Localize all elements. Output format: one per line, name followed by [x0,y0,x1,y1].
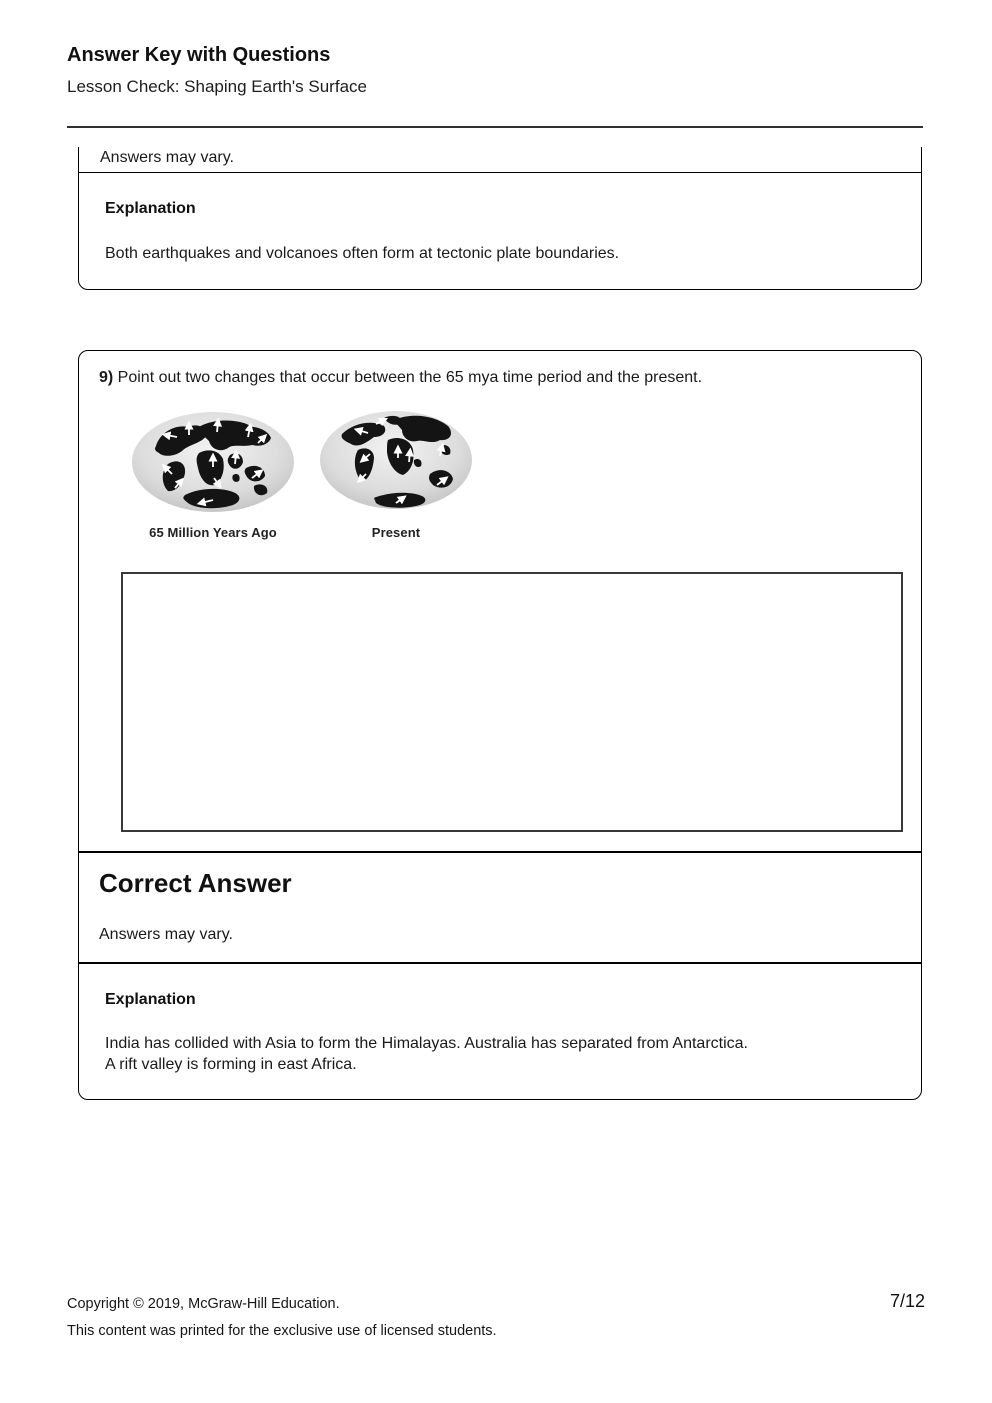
figure-65-million-years-ago [130,410,296,540]
globe-present-image [318,410,474,514]
header-divider [67,126,923,128]
correct-answer-text: Answers may vary. [99,926,233,943]
previous-explanation-box [78,172,922,290]
question-text: Point out two changes that occur between the 65 mya time period and the present. [113,369,703,386]
question-number: 9) [99,369,114,386]
page-number: 7/12 [889,1291,925,1311]
figure-caption-65mya: 65 Million Years Ago [149,525,277,540]
explanation-line: India has collided with Asia to form the Himalayas. Australia has separated from Antarctica. [105,1035,748,1052]
student-answer-area [121,572,903,832]
question-9-explanation-box [79,962,921,1097]
globe-65mya-image [130,410,296,514]
explanation-line: A rift valley is forming in east Africa. [105,1056,357,1073]
plate-motion-figures [130,410,901,540]
question-9-card [78,350,922,1100]
page-subtitle: Lesson Check: Shaping Earth's Surface [67,77,367,96]
previous-answer-text: Answers may vary. [78,147,922,172]
correct-answer-section [79,851,921,962]
previous-question-section [78,147,922,290]
explanation-text [105,1033,895,1075]
explanation-heading: Explanation [105,991,196,1008]
question-9-text [99,369,901,387]
correct-answer-heading: Correct Answer [99,868,292,898]
footer-copyright: Copyright © 2019, McGraw-Hill Education. [67,1296,340,1312]
figure-present [318,410,474,540]
page-title: Answer Key with Questions [67,44,331,66]
footer-usage-note: This content was printed for the exclusive use of licensed students. [67,1323,497,1339]
question-9-body [79,351,921,851]
explanation-heading: Explanation [105,200,196,217]
figure-caption-present: Present [371,525,421,540]
explanation-text: Both earthquakes and volcanoes often form at tectonic plate boundaries. [105,245,620,262]
